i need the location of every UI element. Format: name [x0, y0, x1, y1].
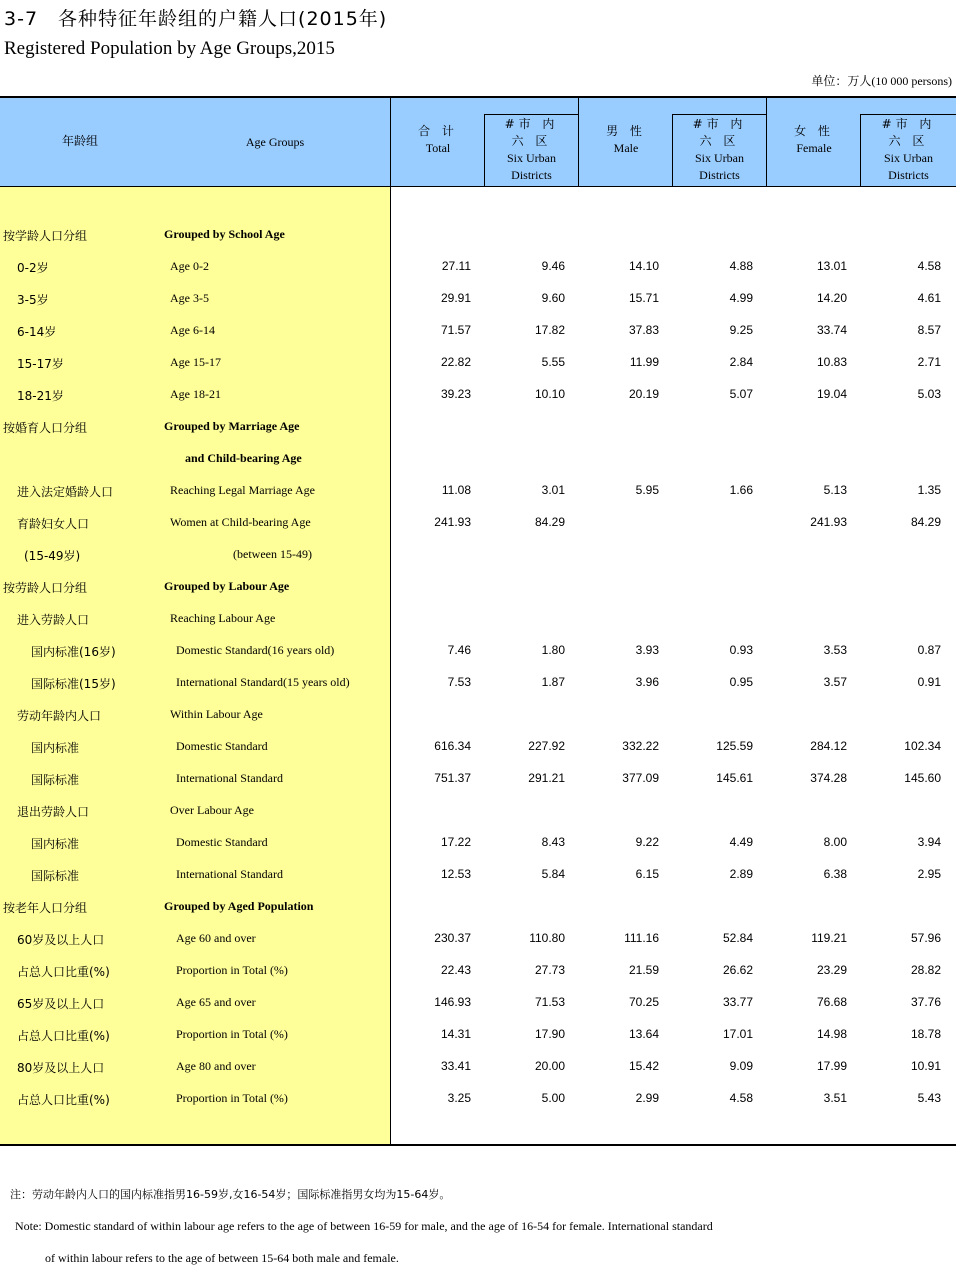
row-label-en: Age 18-21: [170, 387, 221, 401]
cell-value: 1.87: [541, 675, 565, 689]
footnote-cn: 注：劳动年龄内人口的国内标准指男16-59岁,女16-54岁；国际标准指男女均为15-64岁。: [10, 1188, 451, 1201]
cell-value: 10.10: [534, 387, 565, 401]
table-row: [0, 955, 956, 987]
cell-value: 145.61: [716, 771, 753, 785]
table-row: [0, 475, 956, 507]
subhead-rule-female: [860, 114, 956, 115]
page-title-cn: 3-7 各种特征年龄组的户籍人口(2015年): [4, 8, 388, 30]
row-label-cn: (15-49岁): [24, 549, 81, 563]
row-label-en: Age 60 and over: [176, 931, 256, 945]
header-male-six-districts: #市 内 六 区 Six Urban Districts: [692, 117, 747, 182]
table-row: [0, 251, 956, 283]
row-label-en: Proportion in Total (%): [176, 963, 288, 977]
row-label-en: Grouped by Marriage Age: [164, 419, 300, 433]
row-label-en: Grouped by Labour Age: [164, 579, 290, 593]
cell-value: 4.61: [917, 291, 941, 305]
row-label-en: Reaching Legal Marriage Age: [170, 483, 315, 497]
cell-value: 2.99: [635, 1091, 659, 1105]
cell-value: 5.07: [729, 387, 753, 401]
row-label-cn: 80岁及以上人口: [17, 1061, 105, 1075]
table-row: [0, 603, 956, 635]
row-label-cn: 18-21岁: [17, 389, 64, 403]
cell-value: 10.91: [910, 1059, 941, 1073]
header-age-cn: 年龄组: [61, 134, 98, 148]
header-total: 合 计 Total: [418, 124, 458, 155]
row-label-en: International Standard(15 years old): [176, 675, 350, 689]
cell-value: 616.34: [434, 739, 471, 753]
cell-value: 14.98: [816, 1027, 847, 1041]
cell-value: 374.28: [810, 771, 847, 785]
cell-value: 18.78: [910, 1027, 941, 1041]
cell-value: 4.49: [729, 835, 753, 849]
row-label-en: Age 65 and over: [176, 995, 256, 1009]
cell-value: 3.57: [823, 675, 847, 689]
table-row: [0, 699, 956, 731]
cell-value: 8.43: [541, 835, 565, 849]
cell-value: 9.60: [541, 291, 565, 305]
cell-value: 12.53: [440, 867, 471, 881]
cell-value: 22.43: [440, 963, 471, 977]
unit-label-cn: 单位：万人: [811, 74, 872, 88]
row-label-cn: 国内标准(16岁): [31, 645, 116, 659]
table-row: [0, 347, 956, 379]
row-label-en: Age 3-5: [170, 291, 209, 305]
cell-value: 3.93: [635, 643, 659, 657]
row-label-cn: 按婚育人口分组: [3, 421, 88, 435]
table-row: [0, 443, 956, 475]
cell-value: 23.29: [816, 963, 847, 977]
row-label-en: Domestic Standard: [176, 739, 268, 753]
row-label-cn: 65岁及以上人口: [17, 997, 105, 1011]
divider-male-female: [766, 96, 767, 187]
row-label-cn: 国际标准(15岁): [31, 677, 116, 691]
cell-value: 71.57: [440, 323, 471, 337]
subhead-rule-male: [672, 114, 766, 115]
header-total-six-districts: #市 内 六 区 Six Urban Districts: [504, 117, 559, 182]
table-row: [0, 635, 956, 667]
cell-value: 70.25: [628, 995, 659, 1009]
row-label-cn: 占总人口比重(%): [17, 1029, 110, 1043]
cell-value: 13.64: [628, 1027, 659, 1041]
cell-value: 26.62: [722, 963, 753, 977]
cell-value: 33.74: [816, 323, 847, 337]
table-bottom-rule: [0, 1144, 956, 1146]
page-title-en: Registered Population by Age Groups,2015: [4, 38, 335, 59]
cell-value: 20.00: [534, 1059, 565, 1073]
cell-value: 15.42: [628, 1059, 659, 1073]
cell-value: 14.10: [628, 259, 659, 273]
footnote-en-line1: Note: Domestic standard of within labour age refers to the age of between 16-59 for male, and the age of 16-54 for female. International standard: [15, 1219, 713, 1233]
row-label-cn: 3-5岁: [17, 293, 49, 307]
cell-value: 3.53: [823, 643, 847, 657]
divider-total-male: [578, 96, 579, 187]
row-label-en: Within Labour Age: [170, 707, 263, 721]
table-row: [0, 731, 956, 763]
cell-value: 9.46: [541, 259, 565, 273]
cell-value: 377.09: [622, 771, 659, 785]
row-label-cn: 15-17岁: [17, 357, 64, 371]
cell-value: 15.71: [628, 291, 659, 305]
cell-value: 10.83: [816, 355, 847, 369]
cell-value: 17.90: [534, 1027, 565, 1041]
cell-value: 2.89: [729, 867, 753, 881]
cell-value: 4.99: [729, 291, 753, 305]
table-row: [0, 923, 956, 955]
table-row: [0, 859, 956, 891]
cell-value: 102.34: [904, 739, 941, 753]
row-label-cn: 国际标准: [31, 869, 80, 883]
cell-value: 1.80: [541, 643, 565, 657]
cell-value: 0.91: [917, 675, 941, 689]
cell-value: 27.73: [534, 963, 565, 977]
cell-value: 84.29: [534, 515, 565, 529]
table-row: [0, 507, 956, 539]
cell-value: 1.66: [729, 483, 753, 497]
table-row: [0, 667, 956, 699]
unit-label: [811, 72, 952, 89]
row-label-en: Women at Child-bearing Age: [170, 515, 311, 529]
row-label-cn: 占总人口比重(%): [17, 1093, 110, 1107]
cell-value: 17.22: [440, 835, 471, 849]
cell-value: 5.00: [541, 1091, 565, 1105]
row-label-en: Domestic Standard(16 years old): [176, 643, 335, 657]
cell-value: 29.91: [440, 291, 471, 305]
cell-value: 33.41: [440, 1059, 471, 1073]
row-label-cn: 按老年人口分组: [3, 901, 88, 915]
header-female-six-districts: #市 内 六 区 Six Urban Districts: [881, 117, 936, 182]
cell-value: 332.22: [622, 739, 659, 753]
table-row: [0, 379, 956, 411]
header-bottom-rule: [0, 186, 956, 187]
table-row: [0, 795, 956, 827]
cell-value: 291.21: [528, 771, 565, 785]
cell-value: 57.96: [910, 931, 941, 945]
cell-value: 71.53: [534, 995, 565, 1009]
cell-value: 284.12: [810, 739, 847, 753]
cell-value: 27.11: [441, 259, 471, 273]
table-row: [0, 827, 956, 859]
table-row: [0, 1019, 956, 1051]
cell-value: 146.93: [434, 995, 471, 1009]
cell-value: 111.16: [624, 931, 659, 945]
row-label-cn: 国际标准: [31, 773, 80, 787]
cell-value: 22.82: [440, 355, 471, 369]
table-row: [0, 219, 956, 251]
cell-value: 227.92: [528, 739, 565, 753]
cell-value: 17.99: [816, 1059, 847, 1073]
cell-value: 3.94: [917, 835, 941, 849]
row-label-cn: 按学龄人口分组: [3, 229, 88, 243]
cell-value: 4.58: [729, 1091, 753, 1105]
cell-value: 19.04: [816, 387, 847, 401]
cell-value: 84.29: [910, 515, 941, 529]
row-label-cn: 进入劳龄人口: [17, 613, 90, 627]
cell-value: 110.80: [529, 931, 565, 945]
cell-value: 7.46: [447, 643, 471, 657]
cell-value: 37.83: [628, 323, 659, 337]
cell-value: 14.20: [816, 291, 847, 305]
cell-value: 20.19: [628, 387, 659, 401]
cell-value: 3.51: [823, 1091, 847, 1105]
row-label-cn: 国内标准: [31, 837, 80, 851]
table-row: [0, 891, 956, 923]
cell-value: 5.95: [635, 483, 659, 497]
cell-value: 37.76: [910, 995, 941, 1009]
unit-label-en: (10 000 persons): [871, 74, 952, 88]
cell-value: 6.15: [635, 867, 659, 881]
cell-value: 0.95: [729, 675, 753, 689]
cell-value: 751.37: [434, 771, 471, 785]
cell-value: 5.03: [917, 387, 941, 401]
subhead-rule-total: [484, 114, 578, 115]
cell-value: 230.37: [434, 931, 471, 945]
cell-value: 39.23: [440, 387, 471, 401]
row-label-en: Proportion in Total (%): [176, 1091, 288, 1105]
row-label-cn: 占总人口比重(%): [17, 965, 110, 979]
cell-value: 5.43: [917, 1091, 941, 1105]
row-label-en: Age 80 and over: [176, 1059, 256, 1073]
cell-value: 2.95: [917, 867, 941, 881]
cell-value: 52.84: [722, 931, 753, 945]
cell-value: 21.59: [628, 963, 659, 977]
table-row: [0, 539, 956, 571]
cell-value: 125.59: [716, 739, 753, 753]
cell-value: 2.84: [729, 355, 753, 369]
cell-value: 241.93: [810, 515, 847, 529]
row-label-cn: 国内标准: [31, 741, 80, 755]
cell-value: 9.09: [729, 1059, 753, 1073]
row-label-cn: 0-2岁: [17, 261, 49, 275]
cell-value: 0.87: [917, 643, 941, 657]
row-label-en: Age 6-14: [170, 323, 215, 337]
cell-value: 4.88: [729, 259, 753, 273]
row-label-en: Proportion in Total (%): [176, 1027, 288, 1041]
table-row: [0, 1051, 956, 1083]
row-label-cn: 按劳龄人口分组: [3, 581, 88, 595]
header-male: 男 性 Male: [606, 124, 646, 155]
row-label-en: Domestic Standard: [176, 835, 268, 849]
cell-value: 8.57: [917, 323, 941, 337]
row-label-en: Over Labour Age: [170, 803, 254, 817]
table-row: [0, 763, 956, 795]
row-label-en: International Standard: [176, 867, 283, 881]
cell-value: 5.13: [823, 483, 847, 497]
cell-value: 11.08: [441, 483, 471, 497]
header-female: 女 性 Female: [794, 124, 834, 155]
table-row: [0, 411, 956, 443]
cell-value: 2.71: [917, 355, 941, 369]
cell-value: 7.53: [447, 675, 471, 689]
row-label-en: and Child-bearing Age: [185, 451, 302, 465]
population-table: [0, 96, 956, 1146]
footnote-en-line2: of within labour refers to the age of between 15-64 both male and female.: [45, 1251, 399, 1265]
row-label-en: Grouped by Aged Population: [164, 899, 314, 913]
cell-value: 145.60: [904, 771, 941, 785]
cell-value: 17.82: [534, 323, 565, 337]
table-row: [0, 315, 956, 347]
cell-value: 76.68: [816, 995, 847, 1009]
table-row: [0, 283, 956, 315]
row-label-en: International Standard: [176, 771, 283, 785]
cell-value: 5.55: [541, 355, 565, 369]
table-row: [0, 987, 956, 1019]
row-label-en: Reaching Labour Age: [170, 611, 276, 625]
row-label-en: Grouped by School Age: [164, 227, 285, 241]
cell-value: 8.00: [823, 835, 847, 849]
cell-value: 6.38: [823, 867, 847, 881]
row-label-en: (between 15-49): [233, 547, 312, 561]
row-label-cn: 劳动年龄内人口: [17, 709, 102, 723]
cell-value: 9.25: [729, 323, 753, 337]
row-label-cn: 退出劳龄人口: [17, 805, 90, 819]
table-row: [0, 571, 956, 603]
cell-value: 3.01: [541, 483, 565, 497]
cell-value: 33.77: [722, 995, 753, 1009]
cell-value: 0.93: [729, 643, 753, 657]
cell-value: 3.96: [635, 675, 659, 689]
header-age-en: Age Groups: [245, 135, 305, 149]
row-label-cn: 6-14岁: [17, 325, 57, 339]
cell-value: 13.01: [816, 259, 847, 273]
row-label-en: Age 15-17: [170, 355, 221, 369]
cell-value: 241.93: [434, 515, 471, 529]
row-label-en: Age 0-2: [170, 259, 209, 273]
cell-value: 1.35: [917, 483, 941, 497]
row-label-cn: 进入法定婚龄人口: [17, 485, 114, 499]
table-top-rule: [0, 96, 956, 98]
cell-value: 9.22: [635, 835, 659, 849]
cell-value: 28.82: [910, 963, 941, 977]
row-label-cn: 60岁及以上人口: [17, 933, 105, 947]
cell-value: 4.58: [917, 259, 941, 273]
table-row: [0, 1083, 956, 1115]
cell-value: 17.01: [722, 1027, 753, 1041]
cell-value: 5.84: [541, 867, 565, 881]
cell-value: 119.21: [811, 931, 847, 945]
cell-value: 14.31: [440, 1027, 471, 1041]
cell-value: 11.99: [629, 355, 659, 369]
row-label-cn: 育龄妇女人口: [17, 517, 90, 531]
cell-value: 3.25: [447, 1091, 471, 1105]
